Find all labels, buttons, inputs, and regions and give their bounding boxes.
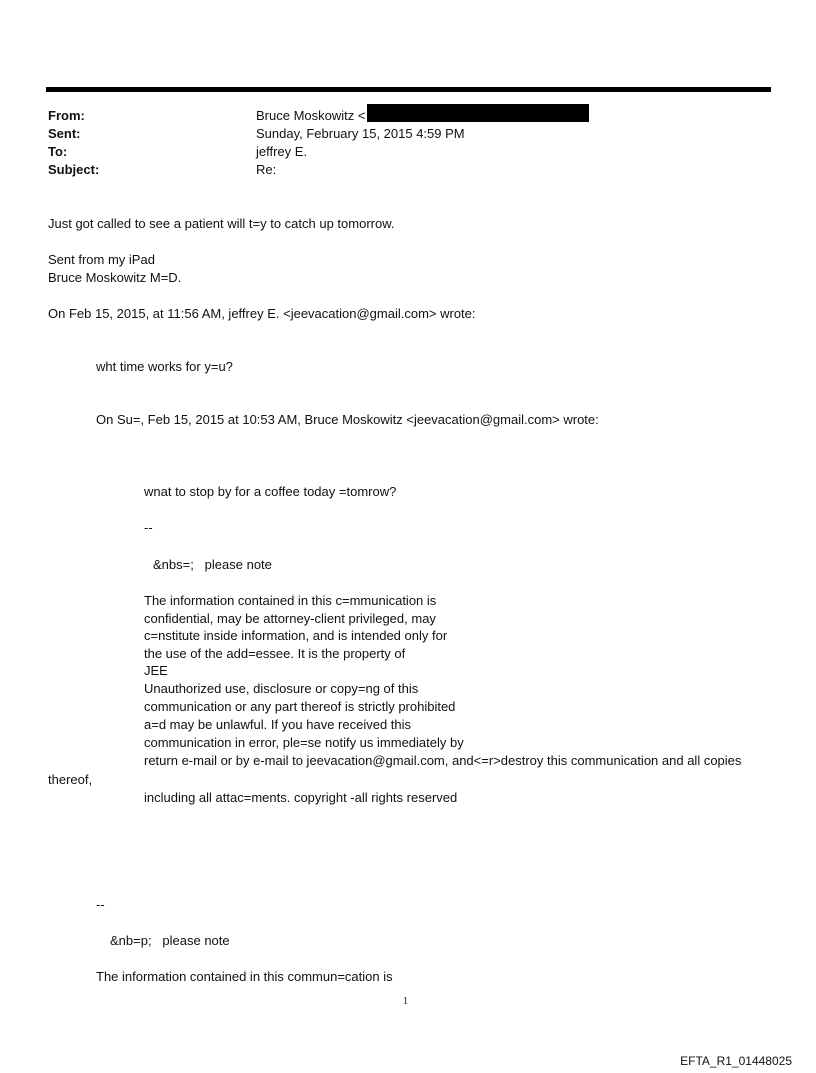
header-rule bbox=[46, 87, 771, 92]
disclaimer-wrap: thereof, bbox=[48, 772, 93, 787]
sent-label: Sent: bbox=[48, 126, 81, 141]
disclaimer-line: communication in error, ple=se notify us immediately by bbox=[144, 735, 464, 750]
to-label: To: bbox=[48, 144, 68, 159]
quoted-message: wht time works for y=u? bbox=[96, 359, 233, 374]
disclaimer-line: Unauthorized use, disclosure or copy=ng of this bbox=[144, 681, 419, 696]
disclaimer-line: return e-mail or by e-mail to jeevacation@gmail.com, and<=r>destroy this communication and all copies bbox=[144, 753, 742, 768]
please-note: &nb=p; please note bbox=[110, 933, 230, 948]
disclaimer-line: confidential, may be attorney-client privileged, may bbox=[144, 611, 436, 626]
from-value: Bruce Moskowitz < bbox=[256, 108, 366, 123]
to-value: jeffrey E. bbox=[256, 144, 308, 159]
quote-header: On Su=, Feb 15, 2015 at 10:53 AM, Bruce Moskowitz <jeevacation@gmail.com> wrote: bbox=[96, 412, 599, 427]
body-line: Just got called to see a patient will t=y to catch up tomorrow. bbox=[48, 216, 395, 231]
disclaimer-line: communication or any part thereof is strictly prohibited bbox=[144, 699, 456, 714]
disclaimer-line: The information contained in this commun=cation is bbox=[96, 969, 393, 984]
please-note: &nbs=; please note bbox=[153, 557, 272, 572]
signature-line: Sent from my iPad bbox=[48, 252, 155, 267]
disclaimer-line: JEE bbox=[144, 663, 168, 678]
subject-label: Subject: bbox=[48, 162, 100, 177]
separator-dashes: -- bbox=[144, 520, 153, 535]
disclaimer-line: the use of the add=essee. It is the property of bbox=[144, 646, 406, 661]
document-id: EFTA_R1_01448025 bbox=[680, 1054, 792, 1068]
quote-header: On Feb 15, 2015, at 11:56 AM, jeffrey E. <jeevacation@gmail.com> wrote: bbox=[48, 306, 476, 321]
subject-value: Re: bbox=[256, 162, 277, 177]
quoted-message: wnat to stop by for a coffee today =tomrow? bbox=[144, 484, 397, 499]
disclaimer-line: a=d may be unlawful. If you have received this bbox=[144, 717, 412, 732]
disclaimer-line: c=nstitute inside information, and is intended only for bbox=[144, 628, 448, 643]
disclaimer-line: The information contained in this c=mmunication is bbox=[144, 593, 437, 608]
redaction-box bbox=[367, 104, 589, 122]
page-number: 1 bbox=[403, 996, 408, 1007]
signature-name: Bruce Moskowitz M=D. bbox=[48, 270, 182, 285]
disclaimer-line: including all attac=ments. copyright -all rights reserved bbox=[144, 790, 458, 805]
separator-dashes: -- bbox=[96, 897, 105, 912]
sent-value: Sunday, February 15, 2015 4:59 PM bbox=[256, 126, 465, 141]
from-label: From: bbox=[48, 108, 85, 123]
